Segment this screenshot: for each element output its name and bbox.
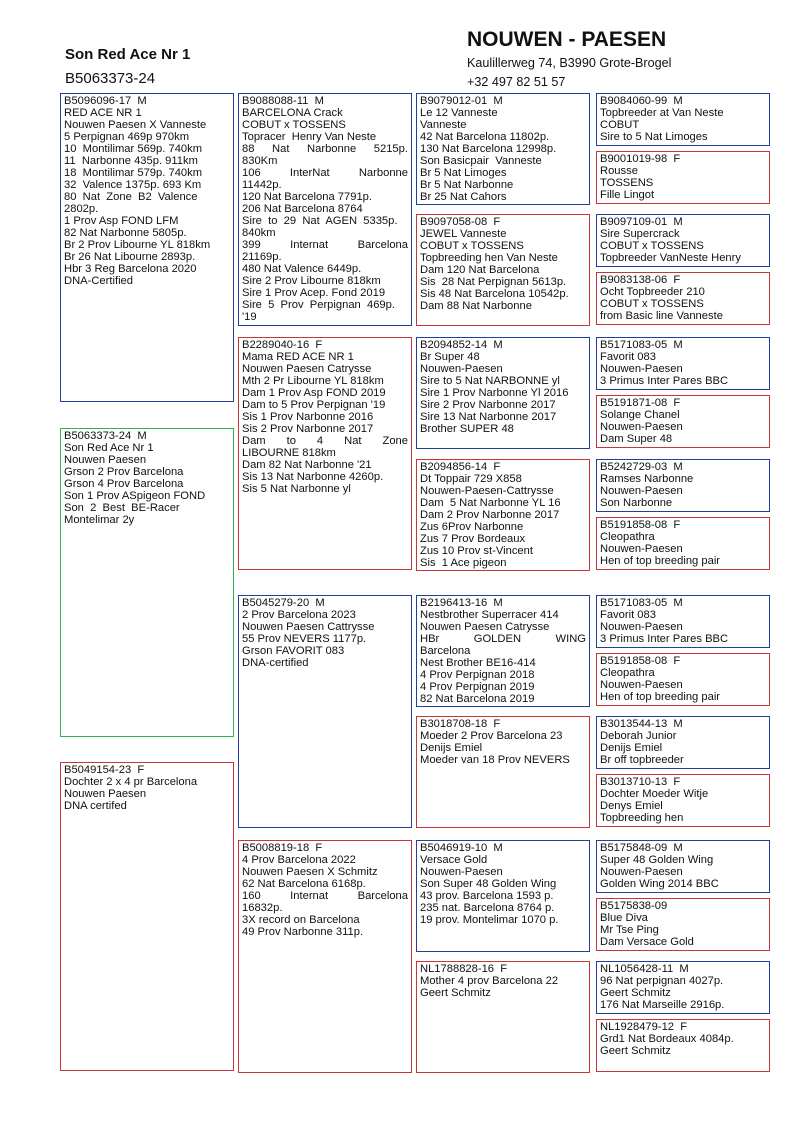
- pedigree-line: 21169p.: [242, 251, 282, 263]
- ring-number: B9088088-11 M: [242, 95, 324, 107]
- ring-number: B2196413-16 M: [420, 597, 503, 609]
- pedigree-line: Dam 88 Nat Narbonne: [420, 300, 532, 312]
- pedigree-box-dsds: [596, 716, 770, 769]
- ring-number: B9001019-98 F: [600, 153, 681, 165]
- pedigree-line: Dt Toppair 729 X858: [420, 473, 522, 485]
- pedigree-line: 840km: [242, 227, 276, 239]
- pedigree-line: Topbreeder at Van Neste: [600, 107, 724, 119]
- pedigree-box-dam: [60, 762, 234, 1071]
- pedigree-line: 62 Nat Barcelona 6168p.: [242, 878, 366, 890]
- pedigree-line: Mr Tse Ping: [600, 924, 659, 936]
- ring-number: B9097109-01 M: [600, 216, 683, 228]
- pedigree-line: Fille Lingot: [600, 189, 655, 201]
- pedigree-line: Topracer Henry Van Neste: [242, 131, 377, 143]
- pedigree-line: 11 Narbonne 435p. 911km: [64, 155, 198, 167]
- pedigree-line: Sis 2 Prov Narbonne 2017: [242, 423, 374, 435]
- pedigree-line: Dochter 2 x 4 pr Barcelona: [64, 776, 198, 788]
- pedigree-line: Sire 2 Prov Narbonne 2017: [420, 399, 556, 411]
- pedigree-line: COBUT x TOSSENS: [600, 298, 704, 310]
- pedigree-line: Cleopathra: [600, 667, 655, 679]
- pedigree-line: COBUT x TOSSENS: [242, 119, 346, 131]
- pedigree-line: JEWEL Vanneste: [420, 228, 507, 240]
- pedigree-line: Hen of top breeding pair: [600, 555, 721, 567]
- breeder-address: Kaulillerweg 74, B3990 Grote-Brogel: [467, 56, 672, 70]
- pedigree-line: Favorit 083: [600, 351, 656, 363]
- pedigree-line: Nouwen Paesen: [64, 454, 147, 466]
- pedigree-line: Nouwen Paesen X Schmitz: [242, 866, 378, 878]
- pedigree-line: 5 Perpignan 469p 970km: [64, 131, 190, 143]
- ring-number: B5175848-09 M: [600, 842, 683, 854]
- pedigree-line: COBUT x TOSSENS: [420, 240, 524, 252]
- pedigree-line: Br 5 Nat Narbonne: [420, 179, 514, 191]
- pedigree-line: Son Super 48 Golden Wing: [420, 878, 557, 890]
- pedigree-line: Son Red Ace Nr 1: [64, 442, 154, 454]
- pedigree-line: Hbr 3 Reg Barcelona 2020: [64, 263, 197, 275]
- pedigree-line: 399 Internat Barcelona: [242, 239, 408, 251]
- pedigree-line: Nestbrother Superracer 414: [420, 609, 559, 621]
- pedigree-line: 43 prov. Barcelona 1593 p.: [420, 890, 554, 902]
- ring-number: B5242729-03 M: [600, 461, 683, 473]
- pedigree-line: 10 Montilimar 569p. 740km: [64, 143, 203, 155]
- pedigree-line: Sire 5 Prov Perpignan 469p.: [242, 299, 395, 311]
- pedigree-line: 49 Prov Narbonne 311p.: [242, 926, 364, 938]
- pedigree-line: Geert Schmitz: [600, 1045, 671, 1057]
- ring-number: B9083138-06 F: [600, 274, 681, 286]
- pedigree-box-sire-dam: [238, 337, 412, 570]
- pedigree-box-dddd: [596, 1019, 770, 1072]
- pedigree-line: Cleopathra: [600, 531, 655, 543]
- pedigree-box-sddd: [596, 517, 770, 570]
- pedigree-line: Dam 2 Prov Narbonne 2017: [420, 509, 560, 521]
- pedigree-line: Zus 7 Prov Bordeaux: [420, 533, 526, 545]
- pedigree-line: Deborah Junior: [600, 730, 677, 742]
- pedigree-line: Grson FAVORIT 083: [242, 645, 345, 657]
- pedigree-line: 55 Prov NEVERS 1177p.: [242, 633, 367, 645]
- ring-number: B5096096-17 M: [64, 95, 147, 107]
- pedigree-box-dssd: [596, 653, 770, 706]
- pedigree-line: COBUT: [600, 119, 640, 131]
- pedigree-line: Geert Schmitz: [420, 987, 491, 999]
- pedigree-box-sds: [416, 337, 590, 449]
- pedigree-line: 2 Prov Barcelona 2023: [242, 609, 356, 621]
- pedigree-line: Dam to 4 Nat Zone: [242, 435, 408, 447]
- pedigree-line: Grd1 Nat Bordeaux 4084p.: [600, 1033, 734, 1045]
- pedigree-box-sdss: [596, 337, 770, 390]
- pedigree-line: Nouwen-Paesen: [600, 485, 683, 497]
- pedigree-line: Favorit 083: [600, 609, 656, 621]
- pedigree-line: Nouwen Paesen Catrysse: [420, 621, 550, 633]
- pedigree-line: Solange Chanel: [600, 409, 680, 421]
- pedigree-line: Br 25 Nat Cahors: [420, 191, 507, 203]
- pedigree-line: Golden Wing 2014 BBC: [600, 878, 719, 890]
- pedigree-line: Sire to 5 Nat NARBONNE yl: [420, 375, 560, 387]
- ring-number: B2094856-14 F: [420, 461, 501, 473]
- pedigree-line: Nouwen-Paesen: [420, 363, 503, 375]
- pedigree-line: Le 12 Vanneste: [420, 107, 498, 119]
- pedigree-box-dam-sire: [238, 595, 412, 828]
- pedigree-line: Mth 2 Pr Libourne YL 818km: [242, 375, 384, 387]
- pedigree-line: 11442p.: [242, 179, 282, 191]
- pedigree-line: Dochter Moeder Witje: [600, 788, 709, 800]
- ring-number: B3013544-13 M: [600, 718, 683, 730]
- pedigree-box-sssd: [596, 151, 770, 204]
- ring-number: B5046919-10 M: [420, 842, 503, 854]
- pedigree-line: Nouwen-Paesen: [600, 421, 683, 433]
- pedigree-box-dsdd: [596, 774, 770, 827]
- pedigree-box-ssds: [596, 214, 770, 267]
- pedigree-line: 3 Primus Inter Pares BBC: [600, 375, 729, 387]
- pedigree-box-dds: [416, 840, 590, 952]
- pedigree-line: 130 Nat Barcelona 12998p.: [420, 143, 557, 155]
- pedigree-line: Montelimar 2y: [64, 514, 135, 526]
- pedigree-line: Sis 13 Nat Narbonne 4260p.: [242, 471, 384, 483]
- pedigree-line: 42 Nat Barcelona 11802p.: [420, 131, 550, 143]
- pedigree-line: 2802p.: [64, 203, 99, 215]
- pedigree-line: Nouwen-Paesen: [600, 543, 683, 555]
- pedigree-line: 160 Internat Barcelona: [242, 890, 408, 902]
- ring-number: B5063373-24 M: [64, 430, 147, 442]
- ring-number: B2289040-16 F: [242, 339, 323, 351]
- breeder-name: NOUWEN - PAESEN: [467, 28, 667, 51]
- pedigree-line: 19 prov. Montelimar 1070 p.: [420, 914, 559, 926]
- pedigree-line: Vanneste: [420, 119, 467, 131]
- pedigree-line: 88 Nat Narbonne 5215p.: [242, 143, 408, 155]
- pedigree-line: 235 nat. Barcelona 8764 p.: [420, 902, 555, 914]
- pedigree-line: Nest Brother BE16-414: [420, 657, 536, 669]
- pedigree-line: 82 Nat Barcelona 2019: [420, 693, 535, 705]
- pedigree-box-sdd: [416, 459, 590, 571]
- pedigree-line: DNA-Certified: [64, 275, 134, 287]
- pedigree-box-subject: [60, 428, 234, 737]
- pedigree-line: Denijs Emiel: [600, 742, 663, 754]
- pedigree-line: Blue Diva: [600, 912, 648, 924]
- pedigree-line: Nouwen-Paesen-Cattrysse: [420, 485, 554, 497]
- pedigree-line: Sire to 29 Nat AGEN 5335p.: [242, 215, 398, 227]
- pedigree-line: Dam to 5 Prov Perpignan '19: [242, 399, 386, 411]
- pedigree-line: Br 5 Nat Limoges: [420, 167, 507, 179]
- pedigree-line: Sire 13 Nat Narbonne 2017: [420, 411, 557, 423]
- ring-number: B3013710-13 F: [600, 776, 681, 788]
- pedigree-line: 82 Nat Narbonne 5805p.: [64, 227, 187, 239]
- pedigree-line: 1 Prov Asp FOND LFM: [64, 215, 179, 227]
- ring-number: B9097058-08 F: [420, 216, 501, 228]
- pedigree-line: Son Basicpair Vanneste: [420, 155, 542, 167]
- pedigree-line: Moeder van 18 Prov NEVERS: [420, 754, 570, 766]
- pedigree-box-ssss: [596, 93, 770, 146]
- pedigree-line: Sis 1 Prov Narbonne 2016: [242, 411, 374, 423]
- pedigree-box-ssdd: [596, 272, 770, 325]
- pedigree-line: Dam 5 Nat Narbonne YL 16: [420, 497, 561, 509]
- pedigree-line: Son 2 Best BE-Racer: [64, 502, 180, 514]
- ring-number: B5049154-23 F: [64, 764, 145, 776]
- pedigree-line: Son Narbonne: [600, 497, 673, 509]
- pedigree-line: Barcelona: [420, 645, 471, 657]
- pedigree-line: Nouwen Paesen X Vanneste: [64, 119, 207, 131]
- pedigree-line: Denijs Emiel: [420, 742, 483, 754]
- pedigree-box-ddss: [596, 840, 770, 893]
- pedigree-line: 106 InterNat Narbonne: [242, 167, 408, 179]
- pedigree-line: Topbreeder VanNeste Henry: [600, 252, 741, 264]
- pedigree-box-dam-dam: [238, 840, 412, 1073]
- pedigree-line: Sis 48 Nat Barcelona 10542p.: [420, 288, 569, 300]
- pedigree-line: 96 Nat perpignan 4027p.: [600, 975, 724, 987]
- breeder-phone: +32 497 82 51 57: [467, 75, 566, 89]
- pedigree-line: 4 Prov Perpignan 2018: [420, 669, 535, 681]
- ring-number: B9084060-99 M: [600, 95, 683, 107]
- pedigree-box-sire-sire: [238, 93, 412, 326]
- pedigree-line: Sis 1 Ace pigeon: [420, 557, 507, 569]
- pedigree-line: Sis 28 Nat Perpignan 5613p.: [420, 276, 567, 288]
- ring-number: B5171083-05 M: [600, 339, 683, 351]
- pedigree-line: Nouwen Paesen: [64, 788, 147, 800]
- pedigree-line: Br off topbreeder: [600, 754, 684, 766]
- pedigree-box-sdds: [596, 459, 770, 512]
- pedigree-line: Sire 1 Prov Narbonne Yl 2016: [420, 387, 569, 399]
- ring-number: B5191858-08 F: [600, 655, 681, 667]
- pedigree-line: Super 48 Golden Wing: [600, 854, 714, 866]
- pedigree-box-sdsd: [596, 395, 770, 448]
- pedigree-line: Ocht Topbreeder 210: [600, 286, 705, 298]
- pedigree-line: Ramses Narbonne: [600, 473, 694, 485]
- pedigree-line: DNA certifed: [64, 800, 127, 812]
- pedigree-box-dsd: [416, 716, 590, 828]
- pedigree-line: 18 Montilimar 579p. 740km: [64, 167, 203, 179]
- pedigree-line: 3X record on Barcelona: [242, 914, 360, 926]
- pedigree-line: Dam 82 Nat Narbonne '21: [242, 459, 372, 471]
- ring-number: B5191871-08 F: [600, 397, 681, 409]
- pedigree-line: Nouwen Paesen Cattrysse: [242, 621, 375, 633]
- ring-number: B5175838-09: [600, 900, 668, 912]
- pedigree-line: Geert Schmitz: [600, 987, 671, 999]
- pedigree-line: Zus 6Prov Narbonne: [420, 521, 524, 533]
- pedigree-line: Rousse: [600, 165, 638, 177]
- ring-number: B9079012-01 M: [420, 95, 503, 107]
- pedigree-box-ssd: [416, 214, 590, 326]
- pedigree-line: 120 Nat Barcelona 7791p.: [242, 191, 372, 203]
- pedigree-line: 4 Prov Barcelona 2022: [242, 854, 356, 866]
- pedigree-line: 830Km: [242, 155, 278, 167]
- pedigree-line: HBr GOLDEN WING: [420, 633, 586, 645]
- pedigree-line: '19: [242, 311, 257, 323]
- ring-number: NL1928479-12 F: [600, 1021, 688, 1033]
- ring-number: B3018708-18 F: [420, 718, 501, 730]
- pedigree-line: Brother SUPER 48: [420, 423, 514, 435]
- pedigree-line: COBUT x TOSSENS: [600, 240, 704, 252]
- pedigree-line: BARCELONA Crack: [242, 107, 343, 119]
- pedigree-line: LIBOURNE 818km: [242, 447, 336, 459]
- pedigree-line: DNA-certified: [242, 657, 309, 669]
- pedigree-box-ddd: [416, 961, 590, 1073]
- pedigree-line: Sire Supercrack: [600, 228, 680, 240]
- pedigree-line: Grson 2 Prov Barcelona: [64, 466, 184, 478]
- pedigree-line: Dam Versace Gold: [600, 936, 694, 948]
- pedigree-line: 32 Valence 1375p. 693 Km: [64, 179, 202, 191]
- pedigree-line: Mama RED ACE NR 1: [242, 351, 354, 363]
- pedigree-line: Sis 5 Nat Narbonne yl: [242, 483, 351, 495]
- pedigree-line: Denys Emiel: [600, 800, 663, 812]
- pedigree-box-sss: [416, 93, 590, 205]
- pedigree-line: Br Super 48: [420, 351, 480, 363]
- ring-number: NL1056428-11 M: [600, 963, 689, 975]
- ring-number: B5008819-18 F: [242, 842, 323, 854]
- pedigree-line: 4 Prov Perpignan 2019: [420, 681, 535, 693]
- pedigree-line: 176 Nat Marseille 2916p.: [600, 999, 725, 1011]
- pedigree-line: Sire 2 Prov Libourne 818km: [242, 275, 381, 287]
- ring-number: B5191858-08 F: [600, 519, 681, 531]
- pedigree-line: Hen of top breeding pair: [600, 691, 721, 703]
- pedigree-box-sire: [60, 93, 234, 402]
- pedigree-line: RED ACE NR 1: [64, 107, 142, 119]
- pedigree-line: Topbreeding hen: [600, 812, 684, 824]
- pedigree-line: 80 Nat Zone B2 Valence: [64, 191, 198, 203]
- pedigree-line: Son 1 Prov ASpigeon FOND: [64, 490, 206, 502]
- pedigree-line: Nouwen-Paesen: [600, 866, 683, 878]
- pedigree-line: Moeder 2 Prov Barcelona 23: [420, 730, 563, 742]
- ring-number: B2094852-14 M: [420, 339, 503, 351]
- pigeon-title: Son Red Ace Nr 1: [65, 46, 191, 63]
- pedigree-box-ddds: [596, 961, 770, 1014]
- pedigree-line: Sire 1 Prov Acep. Fond 2019: [242, 287, 386, 299]
- pedigree-line: Topbreeding hen Van Neste: [420, 252, 558, 264]
- pedigree-line: Nouwen-Paesen: [600, 679, 683, 691]
- pedigree-line: Dam 120 Nat Barcelona: [420, 264, 540, 276]
- pedigree-line: Zus 10 Prov st-Vincent: [420, 545, 533, 557]
- pedigree-line: 3 Primus Inter Pares BBC: [600, 633, 729, 645]
- pedigree-line: Grson 4 Prov Barcelona: [64, 478, 184, 490]
- pedigree-box-dss: [416, 595, 590, 707]
- pedigree-line: Versace Gold: [420, 854, 488, 866]
- pedigree-line: Nouwen-Paesen: [600, 621, 683, 633]
- pedigree-line: 16832p.: [242, 902, 283, 914]
- pedigree-line: Br 2 Prov Libourne YL 818km: [64, 239, 211, 251]
- pedigree-line: Nouwen Paesen Catrysse: [242, 363, 372, 375]
- pigeon-ring-number: B5063373-24: [65, 70, 156, 87]
- pedigree-line: Sire to 5 Nat Limoges: [600, 131, 708, 143]
- pedigree-line: Dam Super 48: [600, 433, 673, 445]
- pedigree-line: Mother 4 prov Barcelona 22: [420, 975, 559, 987]
- pedigree-line: 480 Nat Valence 6449p.: [242, 263, 362, 275]
- pedigree-line: Nouwen-Paesen: [420, 866, 503, 878]
- pedigree-line: from Basic line Vanneste: [600, 310, 723, 322]
- pedigree-line: Dam 1 Prov Asp FOND 2019: [242, 387, 386, 399]
- ring-number: B5045279-20 M: [242, 597, 325, 609]
- pedigree-line: Br 26 Nat Libourne 2893p.: [64, 251, 196, 263]
- pedigree-box-dsss: [596, 595, 770, 648]
- pedigree-line: TOSSENS: [600, 177, 654, 189]
- pedigree-box-ddsd: [596, 898, 770, 951]
- pedigree-line: 206 Nat Barcelona 8764: [242, 203, 363, 215]
- ring-number: B5171083-05 M: [600, 597, 683, 609]
- ring-number: NL1788828-16 F: [420, 963, 508, 975]
- pedigree-line: Nouwen-Paesen: [600, 363, 683, 375]
